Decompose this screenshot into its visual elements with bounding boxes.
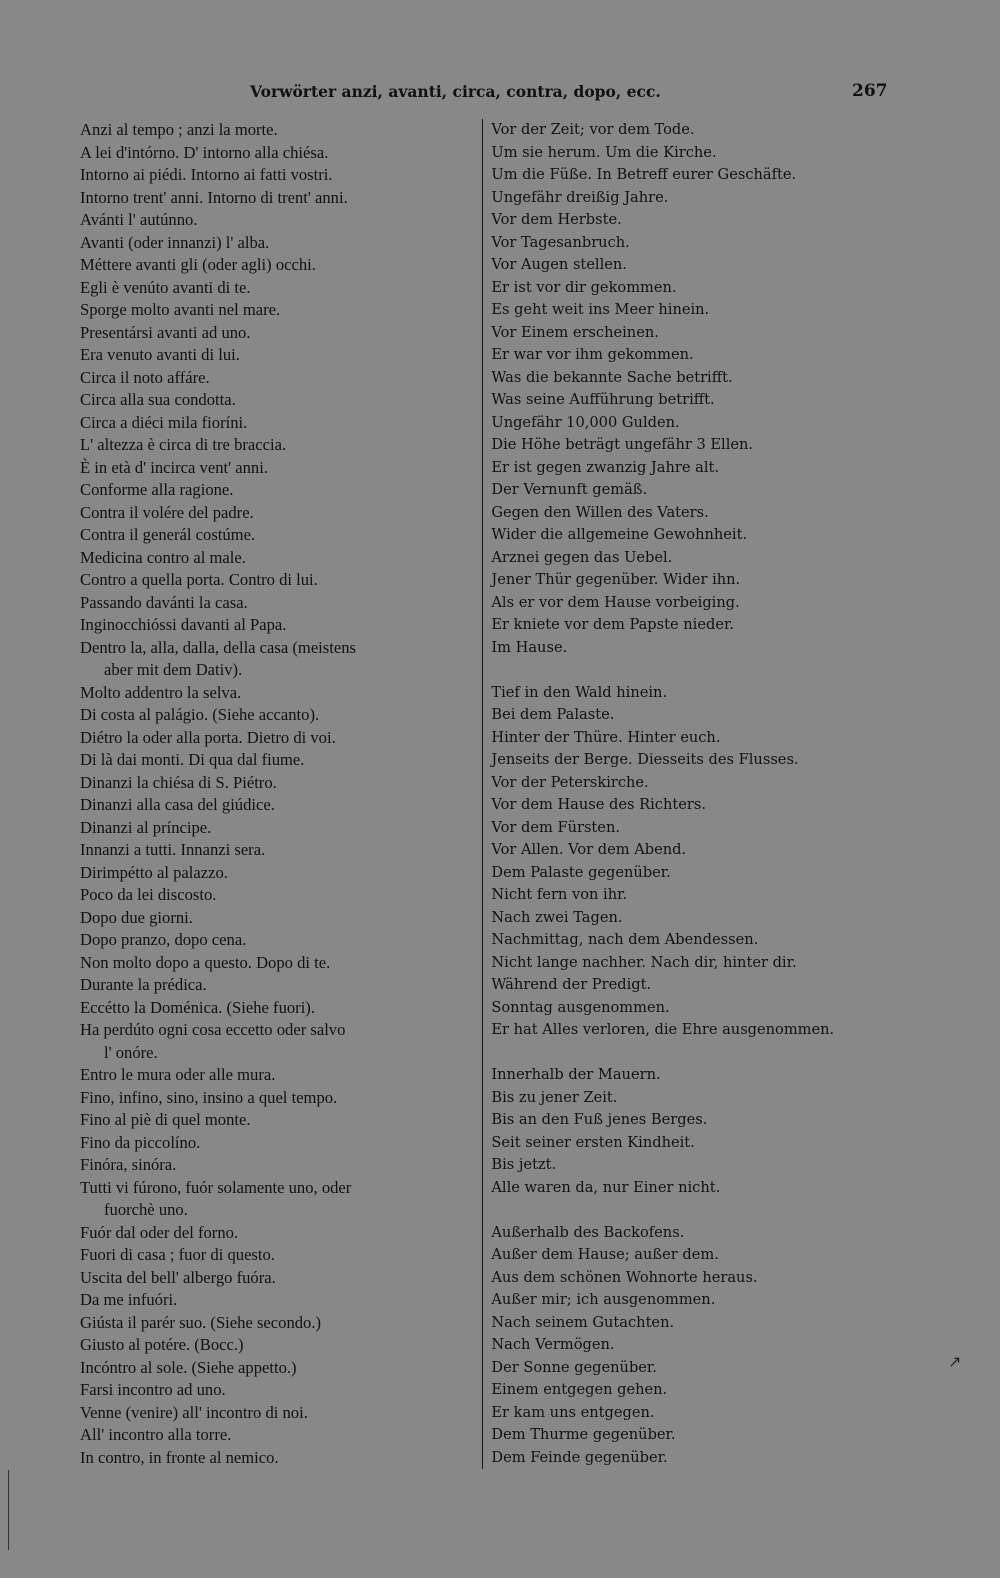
table-row	[80, 322, 975, 345]
german-translation: Vor dem Herbste.	[491, 211, 622, 228]
german-translation: Die Höhe beträgt ungefähr 3 Ellen.	[491, 436, 754, 453]
german-translation: Hinter der Thüre. Hinter euch.	[491, 728, 721, 746]
german-translation: Nicht fern von ihr.	[491, 886, 628, 903]
scan-edge-line	[8, 1470, 9, 1550]
table-row	[80, 614, 975, 637]
italian-phrase-text: Molto addentro la selva.	[80, 682, 242, 702]
italian-phrase-text: Dinanzi la chiésa di S. Piétro.	[80, 772, 277, 792]
german-translation: Vor dem Fürsten.	[491, 818, 620, 836]
german-translation: Arznei gegen das Uebel.	[491, 548, 673, 566]
table-row	[80, 862, 975, 885]
italian-phrase	[80, 1402, 482, 1425]
table-row	[80, 772, 975, 795]
running-head: Vorwörter anzi, avanti, circa, contra, dopo, ecc.	[250, 82, 661, 101]
italian-phrase	[80, 817, 482, 840]
german-translation: Was die bekannte Sache betrifft.	[491, 368, 733, 386]
italian-phrase-text: Fuori di casa ; fuor di questo.	[80, 1245, 275, 1264]
table-row	[80, 164, 975, 187]
italian-phrase	[80, 1177, 482, 1222]
table-row	[80, 254, 975, 277]
german-translation: Vor dem Hause des Richters.	[491, 796, 706, 813]
german-translation: Bis zu jener Zeit.	[491, 1088, 618, 1106]
italian-phrase-text: Medicina contro al male.	[80, 547, 246, 567]
table-row	[80, 884, 975, 907]
italian-phrase	[80, 727, 482, 750]
italian-phrase-text: Avanti (oder innanzi) l' alba.	[80, 232, 270, 252]
german-translation: Er hat Alles verloren, die Ehre ausgenommen.	[491, 1021, 835, 1038]
italian-phrase	[80, 1424, 482, 1447]
italian-phrase-text: Tutti vi fúrono, fuór solamente uno, oder	[80, 1177, 352, 1197]
table-row	[80, 187, 975, 210]
table-row	[80, 1222, 975, 1245]
table-row	[80, 344, 975, 367]
italian-phrase	[80, 232, 482, 255]
german-translation: Er ist vor dir gekommen.	[491, 278, 677, 296]
italian-phrase	[80, 299, 482, 322]
table-row	[80, 1087, 975, 1110]
italian-phrase-text: Conforme alla ragione.	[80, 480, 234, 499]
italian-phrase-text: Eccétto la Doménica. (Siehe fuori).	[80, 997, 315, 1017]
italian-phrase-text: Giústa il parér suo. (Siehe secondo.)	[80, 1312, 322, 1332]
italian-phrase	[80, 794, 482, 817]
italian-phrase	[80, 1334, 482, 1357]
italian-phrase-text: Contra il volére del padre.	[80, 502, 254, 522]
italian-phrase	[80, 547, 482, 570]
german-translation: Nach seinem Gutachten.	[491, 1313, 675, 1331]
table-row	[80, 749, 975, 772]
german-translation: Bis an den Fuß jenes Berges.	[491, 1111, 708, 1128]
table-row	[80, 232, 975, 255]
italian-phrase	[80, 164, 482, 187]
italian-phrase-text: Fino al piè di quel monte.	[80, 1110, 251, 1129]
table-row	[80, 637, 975, 682]
german-translation: Nicht lange nachher. Nach dir, hinter dir.	[491, 953, 797, 971]
italian-phrase	[80, 1379, 482, 1402]
italian-phrase	[80, 1109, 482, 1132]
table-row	[80, 997, 975, 1020]
italian-phrase-text: Circa a diéci mila fioríni.	[80, 412, 248, 432]
table-row	[80, 1267, 975, 1290]
table-row	[80, 1109, 975, 1132]
german-translation: Vor Tagesanbruch.	[491, 233, 630, 251]
italian-phrase-text: Di là dai monti. Di qua dal fiume.	[80, 750, 305, 769]
german-translation: Bei dem Palaste.	[491, 706, 615, 723]
table-row	[80, 817, 975, 840]
italian-phrase-text: Inginocchióssi davanti al Papa.	[80, 615, 287, 634]
table-row	[80, 299, 975, 322]
italian-phrase-text: Giusto al potére. (Bocc.)	[80, 1335, 244, 1354]
table-row	[80, 569, 975, 592]
german-translation: Ungefähr dreißig Jahre.	[491, 188, 669, 206]
italian-phrase	[80, 1154, 482, 1177]
german-translation: Im Hause.	[491, 638, 568, 656]
german-translation: Dem Thurme gegenüber.	[491, 1426, 676, 1443]
table-row	[80, 142, 975, 165]
italian-phrase-text: L' altezza è circa di tre braccia.	[80, 435, 287, 454]
italian-phrase	[80, 119, 482, 142]
german-translation: Seit seiner ersten Kindheit.	[491, 1133, 695, 1151]
italian-phrase-text: Fino, infino, sino, insino a quel tempo.	[80, 1087, 338, 1107]
table-row	[80, 727, 975, 750]
table-row	[80, 119, 975, 142]
table-row	[80, 1019, 975, 1064]
italian-phrase	[80, 907, 482, 930]
italian-phrase-continuation: aber mit dem Dativ).	[104, 660, 243, 679]
italian-phrase	[80, 1357, 482, 1380]
italian-phrase	[80, 637, 482, 682]
italian-phrase-text: Dinanzi alla casa del giúdice.	[80, 795, 275, 814]
table-row	[80, 704, 975, 727]
italian-phrase	[80, 434, 482, 457]
italian-phrase-text: Non molto dopo a questo. Dopo di te.	[80, 952, 331, 972]
table-row	[80, 1334, 975, 1357]
italian-phrase	[80, 322, 482, 345]
italian-phrase	[80, 704, 482, 727]
german-translation: Ungefähr 10,000 Gulden.	[491, 413, 680, 431]
german-translation: Er war vor ihm gekommen.	[491, 346, 694, 363]
table-row	[80, 929, 975, 952]
german-translation: Gegen den Willen des Vaters.	[491, 503, 709, 521]
italian-phrase-text: Fino da piccolíno.	[80, 1132, 201, 1152]
italian-phrase	[80, 457, 482, 480]
italian-phrase	[80, 1289, 482, 1312]
italian-phrase-text: Circa il noto affáre.	[80, 367, 210, 387]
italian-phrase	[80, 1244, 482, 1267]
italian-phrase-text: Méttere avanti gli (oder agli) occhi.	[80, 255, 316, 274]
italian-phrase-text: Passando davánti la casa.	[80, 592, 248, 612]
italian-phrase	[80, 614, 482, 637]
italian-phrase-continuation: fuorchè uno.	[104, 1200, 188, 1219]
german-translation: Alle waren da, nur Einer nicht.	[491, 1178, 721, 1196]
margin-mark: ↗	[948, 1352, 962, 1371]
italian-phrase-text: In contro, in fronte al nemico.	[80, 1447, 279, 1467]
table-row	[80, 952, 975, 975]
italian-phrase	[80, 862, 482, 885]
italian-phrase-text: Intorno ai piédi. Intorno ai fatti vostri.	[80, 165, 333, 184]
german-translation: Einem entgegen gehen.	[491, 1381, 668, 1398]
italian-phrase	[80, 929, 482, 952]
german-translation: Was seine Aufführung betrifft.	[491, 391, 715, 408]
italian-phrase-text: Circa alla sua condotta.	[80, 390, 236, 409]
italian-phrase	[80, 1222, 482, 1245]
table-row	[80, 367, 975, 390]
table-row	[80, 1064, 975, 1087]
german-translation: Dem Palaste gegenüber.	[491, 863, 671, 881]
table-row	[80, 209, 975, 232]
german-translation: Vor der Zeit; vor dem Tode.	[491, 121, 695, 138]
italian-phrase	[80, 569, 482, 592]
german-translation: Es geht weit ins Meer hinein.	[491, 301, 710, 318]
german-translation: Vor Augen stellen.	[491, 256, 627, 273]
italian-phrase	[80, 367, 482, 390]
table-row	[80, 524, 975, 547]
german-translation: Außerhalb des Backofens.	[491, 1223, 685, 1241]
german-translation: Der Sonne gegenüber.	[491, 1358, 657, 1376]
italian-phrase	[80, 479, 482, 502]
german-translation: Bis jetzt.	[491, 1156, 557, 1173]
italian-phrase	[80, 884, 482, 907]
italian-phrase	[80, 1312, 482, 1335]
italian-phrase	[80, 254, 482, 277]
italian-phrase	[80, 1132, 482, 1155]
italian-phrase-continuation: l' onóre.	[104, 1042, 158, 1062]
italian-phrase-text: All' incontro alla torre.	[80, 1425, 232, 1444]
german-translation: Während der Predigt.	[491, 976, 652, 993]
german-translation: Vor Allen. Vor dem Abend.	[491, 841, 687, 858]
italian-phrase-text: È in età d' incirca vent' anni.	[80, 457, 268, 477]
italian-phrase	[80, 1064, 482, 1087]
italian-phrase	[80, 412, 482, 435]
german-translation: Außer dem Hause; außer dem.	[491, 1246, 719, 1263]
italian-phrase	[80, 749, 482, 772]
italian-phrase-text: Da me infuóri.	[80, 1290, 178, 1309]
german-translation: Um sie herum. Um die Kirche.	[491, 143, 717, 161]
table-row	[80, 389, 975, 412]
italian-phrase-text: Intorno trent' anni. Intorno di trent' anni.	[80, 187, 348, 207]
german-translation: Der Vernunft gemäß.	[491, 481, 648, 498]
italian-phrase	[80, 389, 482, 412]
table-row	[80, 1177, 975, 1222]
italian-phrase	[80, 209, 482, 232]
italian-phrase	[80, 277, 482, 300]
italian-phrase	[80, 839, 482, 862]
german-translation: Nachmittag, nach dem Abendessen.	[491, 931, 759, 948]
phrase-table	[80, 119, 975, 1469]
italian-phrase	[80, 187, 482, 210]
italian-phrase-text: Presentársi avanti ad uno.	[80, 322, 251, 342]
german-translation: Innerhalb der Mauern.	[491, 1066, 661, 1083]
italian-phrase	[80, 1019, 482, 1064]
german-translation: Sonntag ausgenommen.	[491, 998, 670, 1016]
italian-phrase-text: Sporge molto avanti nel mare.	[80, 300, 281, 319]
german-translation: Um die Füße. In Betreff eurer Geschäfte.	[491, 166, 797, 183]
table-row	[80, 1154, 975, 1177]
italian-phrase	[80, 1447, 482, 1470]
german-translation: Jener Thür gegenüber. Wider ihn.	[491, 571, 741, 588]
table-row	[80, 839, 975, 862]
italian-phrase-text: Dopo due giorni.	[80, 907, 193, 927]
table-row	[80, 1357, 975, 1380]
table-row	[80, 1312, 975, 1335]
german-translation: Als er vor dem Hause vorbeiging.	[491, 593, 740, 611]
table-row	[80, 1289, 975, 1312]
italian-phrase-text: Dirimpétto al palazzo.	[80, 862, 228, 882]
german-translation: Jenseits der Berge. Diesseits des Flusses.	[491, 751, 799, 768]
italian-phrase-text: Dinanzi al príncipe.	[80, 817, 212, 837]
italian-phrase	[80, 142, 482, 165]
table-row	[80, 1402, 975, 1425]
table-row	[80, 434, 975, 457]
italian-phrase	[80, 772, 482, 795]
italian-phrase-text: Entro le mura oder alle mura.	[80, 1065, 276, 1084]
german-translation: Nach Vermögen.	[491, 1336, 615, 1353]
italian-phrase	[80, 952, 482, 975]
table-row	[80, 682, 975, 705]
italian-phrase-text: Contra il generál costúme.	[80, 525, 256, 544]
italian-phrase-text: Innanzi a tutti. Innanzi sera.	[80, 840, 266, 859]
german-translation: Vor der Peterskirche.	[491, 773, 649, 791]
italian-phrase-text: Ha perdúto ogni cosa eccetto oder salvo	[80, 1020, 346, 1039]
table-row	[80, 1424, 975, 1447]
table-row	[80, 502, 975, 525]
italian-phrase-text: Uscita del bell' albergo fuóra.	[80, 1267, 276, 1287]
italian-phrase	[80, 997, 482, 1020]
italian-phrase-text: Venne (venire) all' incontro di noi.	[80, 1402, 308, 1422]
german-translation: Dem Feinde gegenüber.	[491, 1448, 668, 1466]
italian-phrase-text: Dentro la, alla, dalla, della casa (meistens	[80, 637, 356, 657]
table-row	[80, 592, 975, 615]
german-translation: Er kam uns entgegen.	[491, 1403, 655, 1421]
italian-phrase	[80, 1087, 482, 1110]
german-translation: Vor Einem erscheinen.	[491, 323, 659, 341]
table-row	[80, 1379, 975, 1402]
table-row	[80, 794, 975, 817]
italian-phrase	[80, 524, 482, 547]
italian-phrase-text: Farsi incontro ad uno.	[80, 1380, 226, 1399]
italian-phrase-text: Fuór dal oder del forno.	[80, 1222, 239, 1242]
german-translation: Aus dem schönen Wohnorte heraus.	[491, 1268, 758, 1286]
italian-phrase-text: Contro a quella porta. Contro di lui.	[80, 570, 318, 589]
german-translation: Nach zwei Tagen.	[491, 908, 623, 926]
italian-phrase-text: Durante la prédica.	[80, 975, 207, 994]
german-translation: Wider die allgemeine Gewohnheit.	[491, 526, 748, 543]
italian-phrase-text: Diétro la oder alla porta. Dietro di voi.	[80, 727, 336, 747]
table-row	[80, 457, 975, 480]
german-translation: Tief in den Wald hinein.	[491, 683, 668, 701]
table-row	[80, 1447, 975, 1470]
german-translation: Er ist gegen zwanzig Jahre alt.	[491, 458, 720, 476]
italian-phrase-text: Egli è venúto avanti di te.	[80, 277, 251, 297]
italian-phrase-text: Finóra, sinóra.	[80, 1155, 177, 1174]
table-row	[80, 974, 975, 997]
italian-phrase-text: Dopo pranzo, dopo cena.	[80, 930, 247, 949]
page-number: 267	[852, 81, 888, 101]
italian-phrase	[80, 974, 482, 997]
italian-phrase-text: A lei d'intórno. D' intorno alla chiésa.	[80, 142, 329, 162]
italian-phrase-text: Era venuto avanti di lui.	[80, 345, 240, 364]
table-row	[80, 479, 975, 502]
italian-phrase	[80, 682, 482, 705]
italian-phrase-text: Avánti l' autúnno.	[80, 210, 198, 229]
table-row	[80, 907, 975, 930]
table-row	[80, 412, 975, 435]
table-row	[80, 277, 975, 300]
italian-phrase	[80, 502, 482, 525]
italian-phrase-text: Di costa al palágio. (Siehe accanto).	[80, 705, 320, 724]
german-translation: Außer mir; ich ausgenommen.	[491, 1291, 716, 1308]
italian-phrase-text: Poco da lei discosto.	[80, 885, 217, 904]
italian-phrase	[80, 344, 482, 367]
italian-phrase	[80, 1267, 482, 1290]
italian-phrase-text: Incóntro al sole. (Siehe appetto.)	[80, 1357, 297, 1377]
italian-phrase	[80, 592, 482, 615]
table-row	[80, 547, 975, 570]
italian-phrase-text: Anzi al tempo ; anzi la morte.	[80, 120, 278, 139]
german-translation: Er kniete vor dem Papste nieder.	[491, 616, 734, 633]
table-row	[80, 1244, 975, 1267]
table-row	[80, 1132, 975, 1155]
